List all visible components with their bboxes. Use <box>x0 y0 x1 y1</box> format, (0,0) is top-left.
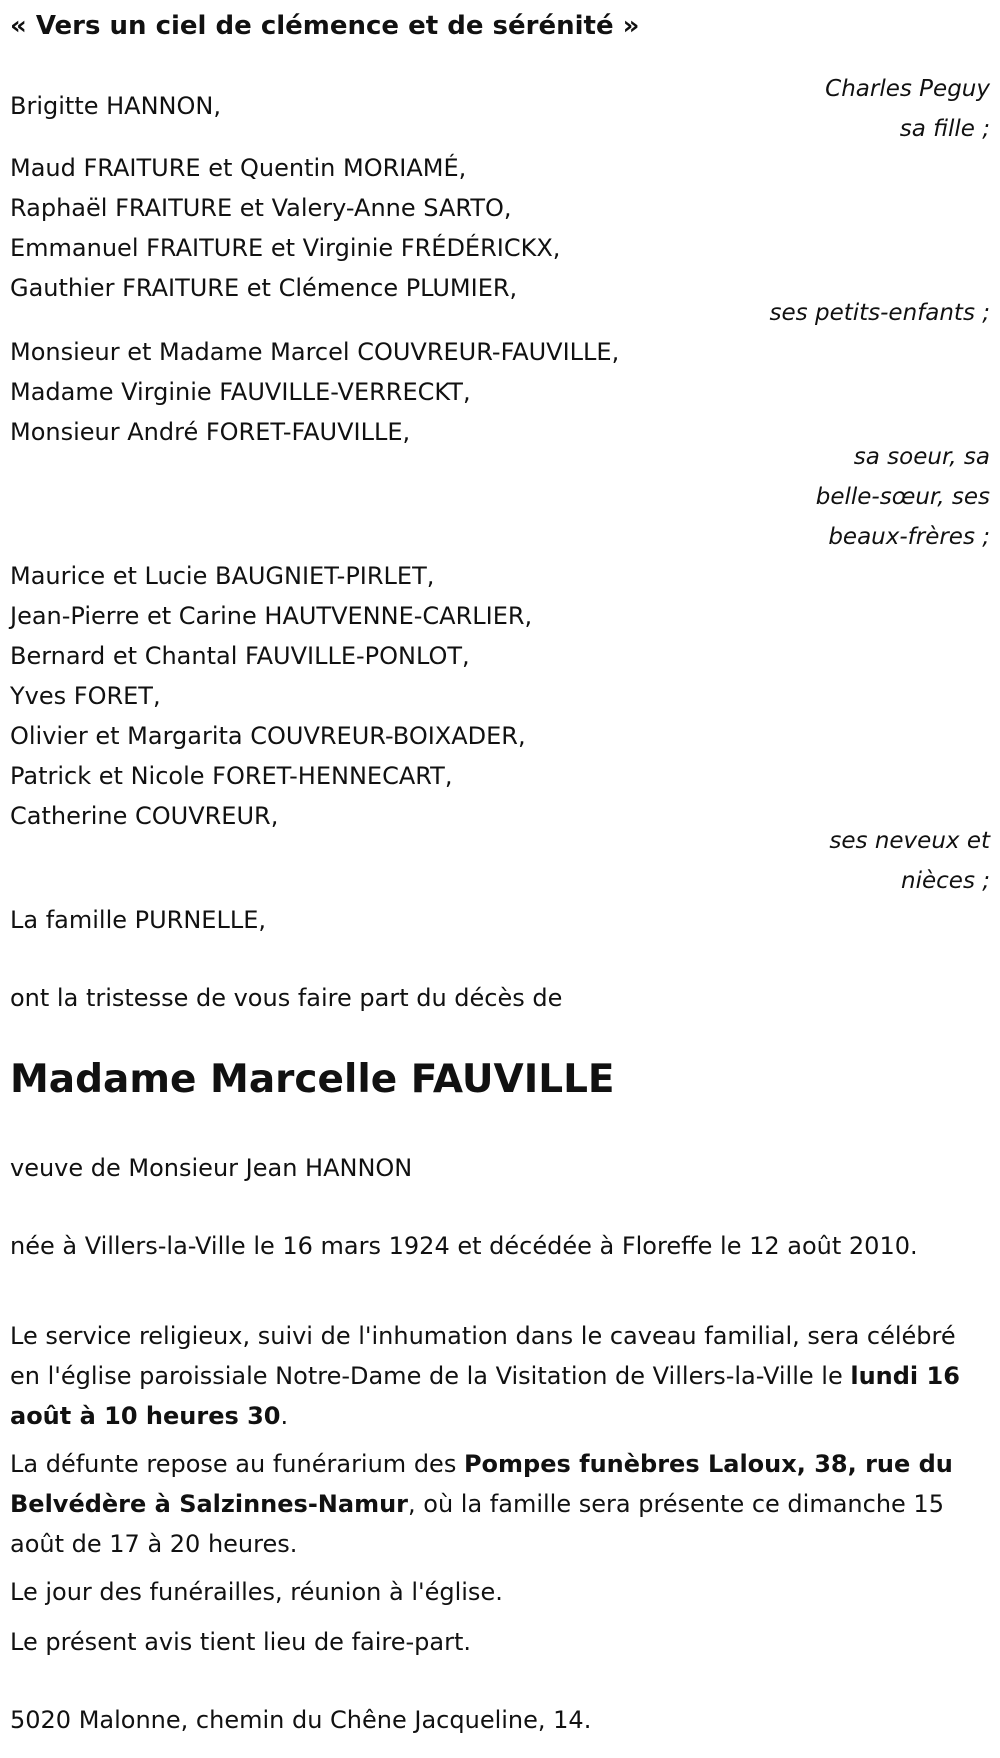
epigraph-quote: « Vers un ciel de clémence et de sérénité » <box>10 11 640 41</box>
nephew-line: Olivier et Margarita COUVREUR-BOIXADER, <box>10 722 526 750</box>
service-date: lundi 16 août à 10 heures 30 <box>10 1362 960 1430</box>
widow-of: veuve de Monsieur Jean HANNON <box>10 1154 413 1182</box>
relation-nephews: ses neveux et <box>829 828 990 854</box>
meeting-note: Le jour des funérailles, réunion à l'église. <box>10 1578 503 1606</box>
grandchild-line: Raphaël FRAITURE et Valery-Anne SARTO, <box>10 194 512 222</box>
relation-siblings: belle-sœur, ses <box>815 484 990 510</box>
nephew-line: Maurice et Lucie BAUGNIET-PIRLET, <box>10 562 435 590</box>
nephew-line: Catherine COUVREUR, <box>10 802 279 830</box>
nephew-line: Patrick et Nicole FORET-HENNECART, <box>10 762 453 790</box>
relation-grandchildren: ses petits-enfants ; <box>769 300 990 326</box>
nephew-line: Bernard et Chantal FAUVILLE-PONLOT, <box>10 642 470 670</box>
relation-siblings: beaux-frères ; <box>828 524 990 550</box>
sibling-line: Monsieur André FORET-FAUVILLE, <box>10 418 411 446</box>
service-text: Le service religieux, suivi de l'inhumation dans le caveau familial, sera célébré en l'église paroissiale Notre-Dame de la Visitation de Villers-la-Ville le <box>10 1322 956 1390</box>
address: 5020 Malonne, chemin du Chêne Jacqueline, 14. <box>10 1706 592 1734</box>
service-end: . <box>280 1402 289 1430</box>
funerarium-text: La défunte repose au funérarium des <box>10 1450 464 1478</box>
birth-death: née à Villers-la-Ville le 16 mars 1924 et décédée à Floreffe le 12 août 2010. <box>10 1232 918 1260</box>
relation-nephews: nièces ; <box>901 868 990 894</box>
funerarium-paragraph <box>10 1444 985 1564</box>
relation-siblings: sa soeur, sa <box>853 444 990 470</box>
nephew-line: Jean-Pierre et Carine HAUTVENNE-CARLIER, <box>10 602 533 630</box>
notice-note: Le présent avis tient lieu de faire-part. <box>10 1628 472 1656</box>
funerarium-end: , où la famille sera présente ce dimanche 15 août de 17 à 20 heures. <box>10 1490 944 1558</box>
grandchild-line: Maud FRAITURE et Quentin MORIAMÉ, <box>10 154 467 182</box>
nephew-line: Yves FORET, <box>10 682 161 710</box>
grandchild-line: Gauthier FRAITURE et Clémence PLUMIER, <box>10 274 518 302</box>
sibling-line: Madame Virginie FAUVILLE-VERRECKT, <box>10 378 471 406</box>
funerarium-address: Pompes funèbres Laloux, 38, rue du Belvédère à Salzinnes-Namur <box>10 1450 953 1518</box>
sibling-line: Monsieur et Madame Marcel COUVREUR-FAUVILLE, <box>10 338 620 366</box>
family-line: La famille PURNELLE, <box>10 906 267 934</box>
epigraph-author: Charles Peguy <box>825 76 990 102</box>
relation-daughter: sa fille ; <box>899 116 990 142</box>
grandchild-line: Emmanuel FRAITURE et Virginie FRÉDÉRICKX, <box>10 234 561 262</box>
announcement: ont la tristesse de vous faire part du décès de <box>10 984 563 1012</box>
service-paragraph <box>10 1316 985 1436</box>
daughter-name: Brigitte HANNON, <box>10 92 221 120</box>
deceased-name: Madame Marcelle FAUVILLE <box>10 1057 615 1102</box>
